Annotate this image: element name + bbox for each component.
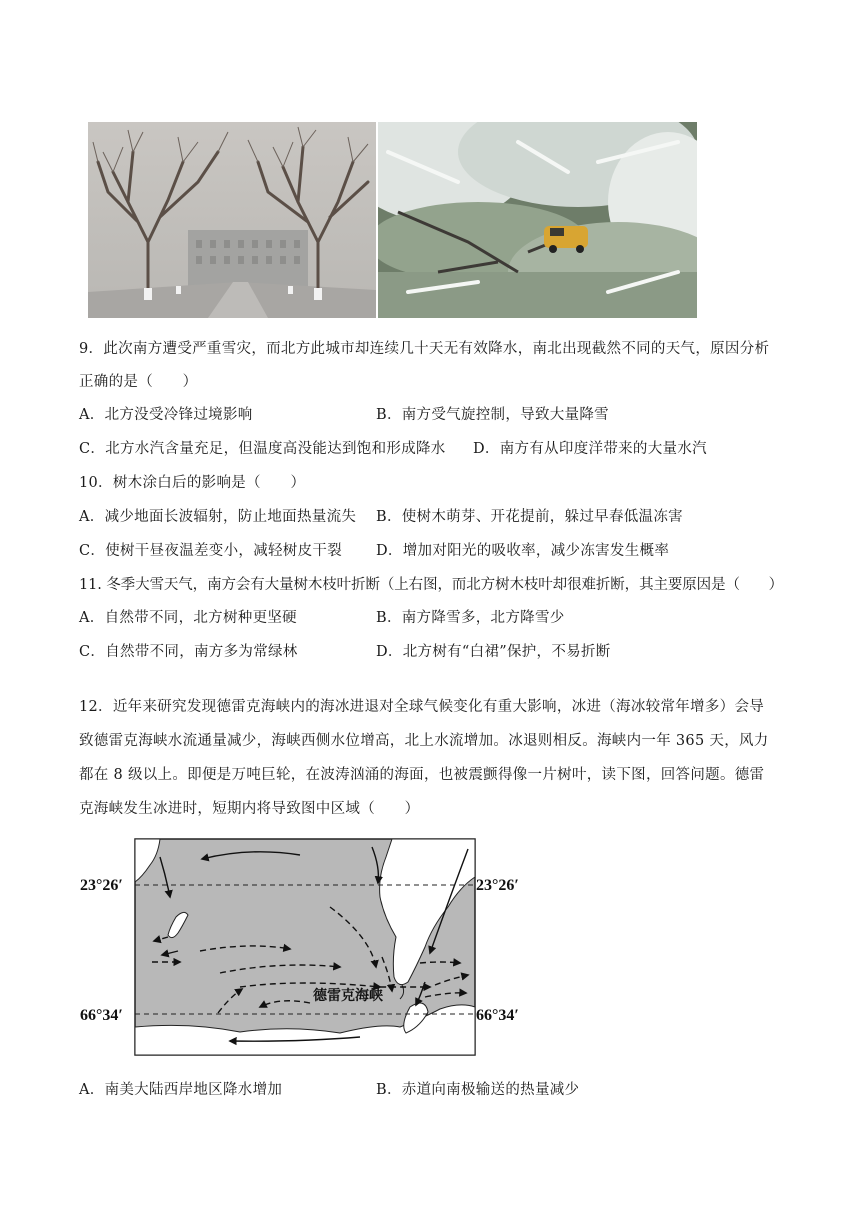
- question-photos: [88, 122, 697, 318]
- q9-option-c: C．北方水汽含量充足，但温度高没能达到饱和形成降水: [79, 441, 446, 457]
- lat-bottom-right-label: 66°34′: [476, 1007, 519, 1024]
- southern-snow-broken-branches-photo: [378, 122, 697, 318]
- strait-label: 德雷克海峡: [313, 988, 383, 1004]
- q10-option-a: A．减少地面长波辐射，防止地面热量流失: [79, 509, 357, 525]
- northern-trees-photo: [88, 122, 376, 318]
- lat-top-right-label: 23°26′: [476, 877, 519, 894]
- q12-option-a: A．南美大陆西岸地区降水增加: [79, 1082, 283, 1098]
- q12-stem-line4: 克海峡发生冰进时，短期内将导致图中区域（ ）: [79, 801, 420, 817]
- q10-stem: 10．树木涂白后的影响是（ ）: [79, 475, 306, 491]
- q12-stem-line1: 12．近年来研究发现德雷克海峡内的海冰进退对全球气候变化有重大影响，冰进（海冰较常年增多）会导: [79, 699, 765, 715]
- q9-option-d: D．南方有从印度洋带来的大量水汽: [473, 441, 707, 457]
- q10-option-c: C．使树干昼夜温差变小，减轻树皮干裂: [79, 543, 342, 559]
- q10-option-d: D．增加对阳光的吸收率，减少冻害发生概率: [376, 543, 670, 559]
- lat-top-left-label: 23°26′: [80, 877, 123, 894]
- drake-passage-current-map: [80, 837, 530, 1059]
- q9-option-a: A．北方没受冷锋过境影响: [79, 407, 253, 423]
- q11-option-d: D．北方树有“白裙”保护，不易折断: [376, 644, 611, 660]
- q11-option-c: C．自然带不同，南方多为常绿林: [79, 644, 298, 660]
- q9-stem-line2: 正确的是（ ）: [79, 374, 198, 390]
- q12-stem-line2: 致德雷克海峡水流通量减少，海峡西侧水位增高，北上水流增加。冰退则相反。海峡内一年 365 天，风力: [79, 733, 769, 749]
- q12-stem-line3: 都在 8 级以上。即便是万吨巨轮，在波涛汹涌的海面，也被震颤得像一片树叶，读下图，回答问题。德雷: [79, 767, 765, 783]
- q12-option-b: B．赤道向南极输送的热量减少: [376, 1082, 580, 1098]
- q9-stem-line1: 9．此次南方遭受严重雪灾，而北方此城市却连续几十天无有效降水，南北出现截然不同的天气，原因分析: [79, 341, 770, 357]
- q11-option-a: A．自然带不同，北方树种更坚硬: [79, 610, 297, 626]
- lat-bottom-left-label: 66°34′: [80, 1007, 123, 1024]
- q10-option-b: B．使树木萌芽、开花提前，躲过早春低温冻害: [376, 509, 683, 525]
- q11-stem: 11. 冬季大雪天气，南方会有大量树木枝叶折断（上右图，而北方树木枝叶却很难折断，其主要原因是（ ）: [79, 577, 784, 593]
- q9-option-b: B．南方受气旋控制，导致大量降雪: [376, 407, 609, 423]
- q11-option-b: B．南方降雪多，北方降雪少: [376, 610, 565, 626]
